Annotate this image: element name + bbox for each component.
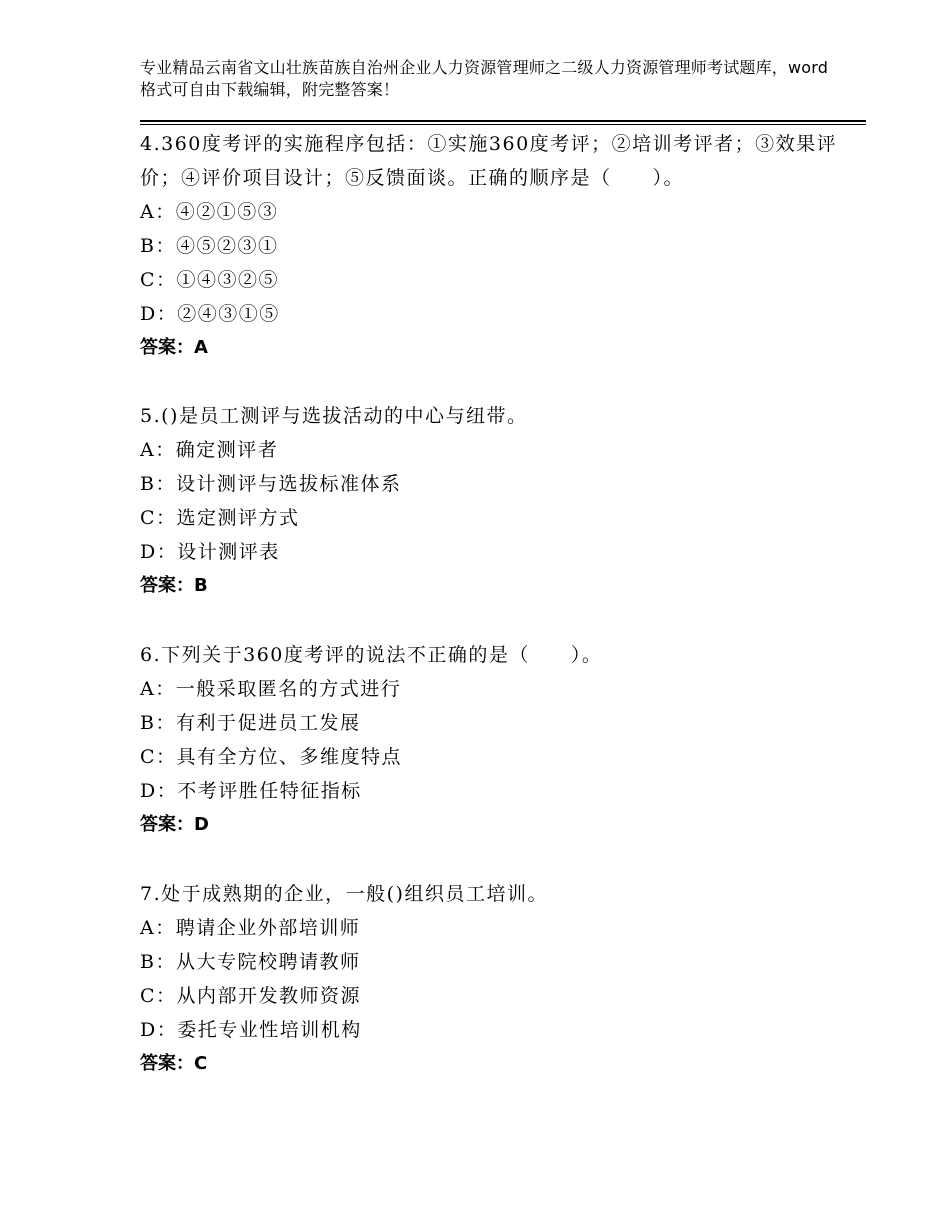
question-7 xyxy=(140,877,840,1081)
option-d: D：设计测评表 xyxy=(140,541,280,563)
option-a: A：聘请企业外部培训师 xyxy=(140,917,361,939)
option-d: D：②④③①⑤ xyxy=(140,303,280,325)
question-stem: 7.处于成熟期的企业，一般()组织员工培训。 xyxy=(140,883,548,905)
option-a: A：一般采取匿名的方式进行 xyxy=(140,678,402,700)
question-6 xyxy=(140,638,840,842)
answer: 答案：C xyxy=(140,1053,208,1074)
header-divider-thick xyxy=(140,120,866,122)
option-c: C：具有全方位、多维度特点 xyxy=(140,746,403,768)
option-a: A：④②①⑤③ xyxy=(140,201,279,223)
question-stem: 4.360度考评的实施程序包括：①实施360度考评；②培训考评者；③效果评价；④评价项目设计；⑤反馈面谈。正确的顺序是（ ）。 xyxy=(140,133,838,189)
question-5 xyxy=(140,399,840,603)
option-b: B：设计测评与选拔标准体系 xyxy=(140,473,402,495)
option-b: B：有利于促进员工发展 xyxy=(140,712,361,734)
option-c: C：从内部开发教师资源 xyxy=(140,985,362,1007)
option-d: D：委托专业性培训机构 xyxy=(140,1019,362,1041)
option-c: C：选定测评方式 xyxy=(140,507,300,529)
option-b: B：④⑤②③① xyxy=(140,235,279,257)
answer: 答案：B xyxy=(140,575,208,596)
header-divider-thin xyxy=(140,124,866,125)
option-a: A：确定测评者 xyxy=(140,439,279,461)
document-header: 专业精品云南省文山壮族苗族自治州企业人力资源管理师之二级人力资源管理师考试题库，word格式可自由下载编辑，附完整答案！ xyxy=(140,58,829,99)
option-d: D：不考评胜任特征指标 xyxy=(140,780,362,802)
question-stem: 6.下列关于360度考评的说法不正确的是（ ）。 xyxy=(140,644,603,666)
answer: 答案：D xyxy=(140,814,209,835)
option-c: C：①④③②⑤ xyxy=(140,269,280,291)
answer: 答案：A xyxy=(140,337,208,358)
option-b: B：从大专院校聘请教师 xyxy=(140,951,361,973)
question-4 xyxy=(140,127,840,365)
question-stem: 5.()是员工测评与选拔活动的中心与纽带。 xyxy=(140,405,528,427)
